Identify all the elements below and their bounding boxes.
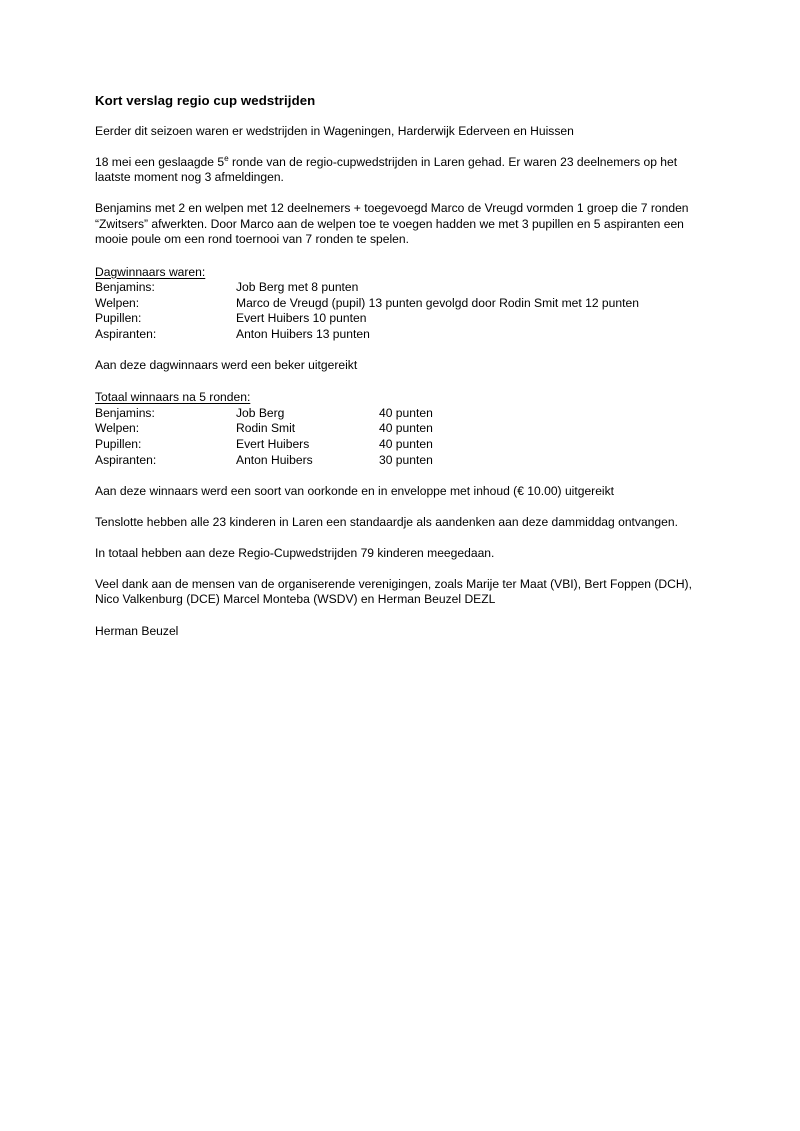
thanks-paragraph: Veel dank aan de mensen van de organiserende verenigingen, zoals Marije ter Maat (VBI), Bert Foppen (DCH), Nico Valkenburg (DCE) Marcel Monteba (WSDV) en Herman Beuzel DEZL xyxy=(95,576,692,607)
dagwinnaars-list xyxy=(95,280,707,342)
round-summary-paragraph xyxy=(95,155,707,186)
list-item xyxy=(95,296,707,312)
intro-paragraph: Eerder dit seizoen waren er wedstrijden in Wageningen, Harderwijk Ederveen en Huissen xyxy=(95,123,574,138)
list-item xyxy=(95,311,707,327)
total-participants-paragraph: In totaal hebben aan deze Regio-Cupwedstrijden 79 kinderen meegedaan. xyxy=(95,545,495,560)
ordinal-superscript: e xyxy=(224,153,229,163)
signature: Herman Beuzel xyxy=(95,623,179,638)
winner-points: 40 punten xyxy=(379,421,433,436)
list-item xyxy=(95,421,707,437)
dagwinnaars-heading: Dagwinnaars waren: xyxy=(95,264,206,279)
round-summary-text-before: 18 mei een geslaagde 5 xyxy=(95,154,225,169)
winner-detail: Marco de Vreugd (pupil) 13 punten gevolgd door Rodin Smit met 12 punten xyxy=(236,295,639,310)
totaal-winnaars-note: Aan deze winnaars werd een soort van oorkonde en in enveloppe met inhoud (€ 10.00) uitgereikt xyxy=(95,483,615,498)
winner-points: 40 punten xyxy=(379,436,433,451)
category-label: Aspiranten: xyxy=(95,326,157,341)
winner-detail: Job Berg met 8 punten xyxy=(236,280,359,295)
winner-name: Anton Huibers xyxy=(236,452,313,467)
totaal-winnaars-heading: Totaal winnaars na 5 ronden: xyxy=(95,390,251,405)
category-label: Pupillen: xyxy=(95,311,142,326)
totaal-winnaars-heading-wrap xyxy=(95,389,707,406)
category-label: Benjamins: xyxy=(95,280,155,295)
category-label: Welpen: xyxy=(95,295,140,310)
winner-points: 40 punten xyxy=(379,405,433,420)
winner-detail: Anton Huibers 13 punten xyxy=(236,326,370,341)
winner-detail: Evert Huibers 10 punten xyxy=(236,311,367,326)
list-item xyxy=(95,280,707,296)
category-label: Aspiranten: xyxy=(95,452,157,467)
dagwinnaars-heading-wrap xyxy=(95,264,707,281)
dagwinnaars-note: Aan deze dagwinnaars werd een beker uitgereikt xyxy=(95,358,358,373)
category-label: Welpen: xyxy=(95,421,140,436)
winner-name: Rodin Smit xyxy=(236,421,296,436)
list-item xyxy=(95,453,707,469)
category-label: Pupillen: xyxy=(95,436,142,451)
list-item xyxy=(95,437,707,453)
winner-name: Evert Huibers xyxy=(236,436,310,451)
round-summary-text-after: ronde van de regio-cupwedstrijden in Laren gehad. Er waren 23 deelnemers op het laatste moment nog 3 afmeldingen. xyxy=(95,154,678,185)
winner-name: Job Berg xyxy=(236,405,285,420)
category-label: Benjamins: xyxy=(95,405,155,420)
group-composition-paragraph: Benjamins met 2 en welpen met 12 deelnemers + toegevoegd Marco de Vreugd vormden 1 groep die 7 ronden “Zwitsers” afwerkten. Door Marco aan de welpen toe te voegen hadden we met 3 pupillen en 5 aspiranten een mooie poule om een rond toernooi van 7 ronden te spelen. xyxy=(95,201,689,247)
souvenir-paragraph: Tenslotte hebben alle 23 kinderen in Laren een standaardje als aandenken aan deze dammiddag ontvangen. xyxy=(95,514,678,529)
list-item xyxy=(95,327,707,343)
document-body xyxy=(95,93,707,639)
page-title: Kort verslag regio cup wedstrijden xyxy=(95,93,316,108)
totaal-winnaars-list xyxy=(95,406,707,468)
winner-points: 30 punten xyxy=(379,452,433,467)
list-item xyxy=(95,406,707,422)
